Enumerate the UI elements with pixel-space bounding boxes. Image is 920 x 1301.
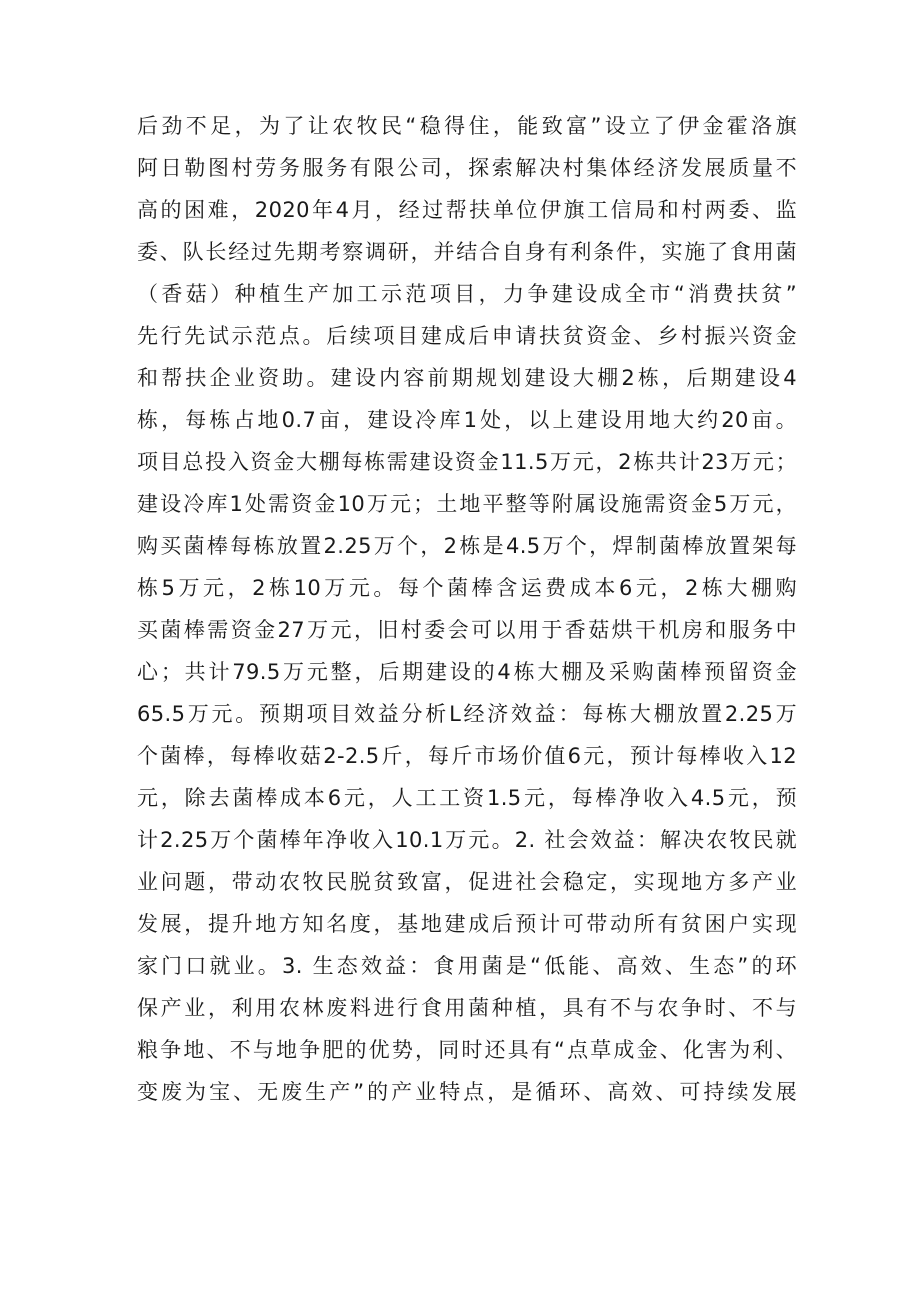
text-line: 计2.25万个菌棒年净收入10.1万元。2. 社会效益：解决农牧民就 xyxy=(137,828,797,852)
text-line: 业问题，带动农牧民脱贫致富，促进社会稳定，实现地方多产业 xyxy=(137,870,797,894)
text-line: 阿日勒图村劳务服务有限公司，探索解决村集体经济发展质量不 xyxy=(137,156,797,180)
text-line: 栋，每栋占地0.7亩，建设冷库1处，以上建设用地大约20亩。 xyxy=(137,408,797,432)
text-line: 个菌棒，每棒收菇2-2.5斤，每斤市场价值6元，预计每棒收入12 xyxy=(137,744,797,768)
text-line: 栋5万元，2栋10万元。每个菌棒含运费成本6元，2栋大棚购 xyxy=(137,576,797,600)
text-line: 购买菌棒每栋放置2.25万个，2栋是4.5万个，焊制菌棒放置架每 xyxy=(137,534,797,558)
text-line: 和帮扶企业资助。建设内容前期规划建设大棚2栋，后期建设4 xyxy=(137,366,797,390)
body-paragraph xyxy=(137,105,797,1113)
text-line: 心；共计79.5万元整，后期建设的4栋大棚及采购菌棒预留资金 xyxy=(137,660,797,684)
text-line: 后劲不足，为了让农牧民“稳得住，能致富”设立了伊金霍洛旗 xyxy=(137,114,797,138)
text-line: 65.5万元。预期项目效益分析L经济效益：每栋大棚放置2.25万 xyxy=(137,702,797,726)
text-line: 保产业，利用农林废料进行食用菌种植，具有不与农争时、不与 xyxy=(137,996,797,1020)
text-line: 发展，提升地方知名度，基地建成后预计可带动所有贫困户实现 xyxy=(137,912,797,936)
text-line: （香菇）种植生产加工示范项目，力争建设成全市“消费扶贫” xyxy=(137,282,797,306)
text-line: 项目总投入资金大棚每栋需建设资金11.5万元，2栋共计23万元； xyxy=(137,450,797,474)
text-line: 家门口就业。3. 生态效益：食用菌是“低能、高效、生态”的环 xyxy=(137,954,797,978)
text-line: 高的困难，2020年4月，经过帮扶单位伊旗工信局和村两委、监 xyxy=(137,198,797,222)
text-line: 变废为宝、无废生产”的产业特点，是循环、高效、可持续发展 xyxy=(137,1080,797,1104)
text-line: 粮争地、不与地争肥的优势，同时还具有“点草成金、化害为利、 xyxy=(137,1038,797,1062)
text-line: 委、队长经过先期考察调研，并结合自身有利条件，实施了食用菌 xyxy=(137,240,797,264)
text-line: 买菌棒需资金27万元，旧村委会可以用于香菇烘干机房和服务中 xyxy=(137,618,797,642)
text-line: 建设冷库1处需资金10万元；土地平整等附属设施需资金5万元， xyxy=(137,492,797,516)
text-line: 先行先试示范点。后续项目建成后申请扶贫资金、乡村振兴资金 xyxy=(137,324,797,348)
text-line: 元，除去菌棒成本6元，人工工资1.5元，每棒净收入4.5元，预 xyxy=(137,786,797,810)
